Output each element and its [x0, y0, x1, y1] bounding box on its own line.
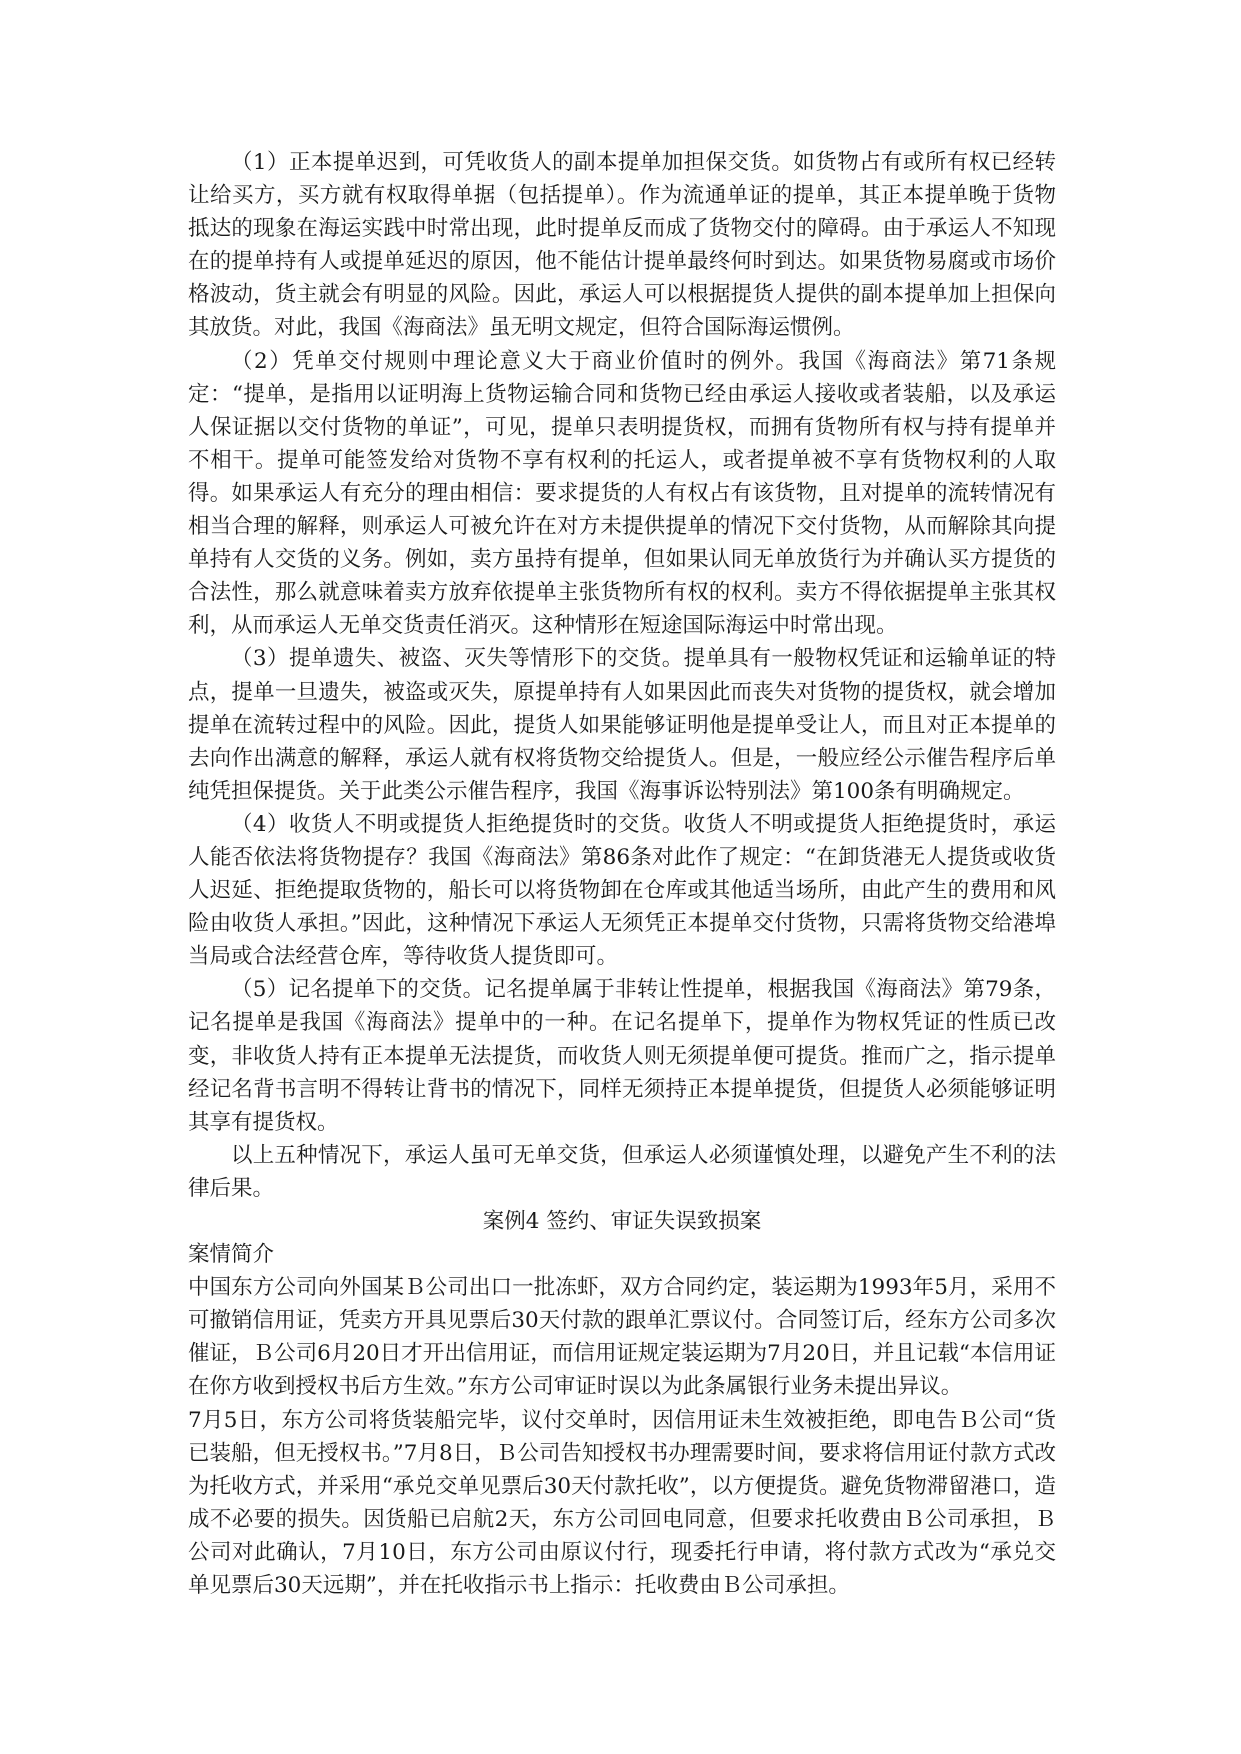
case-paragraph-1: 中国东方公司向外国某Ｂ公司出口一批冻虾，双方合同约定，装运期为1993年5月，采用不可撤销信用证，凭卖方开具见票后30天付款的跟单汇票议付。合同签订后，经东方公司多次催证，Ｂ公司6月20日才开出信用证，而信用证规定装运期为7月20日，并且记载“本信用证在你方收到授权书后方生效。”东方公司审证时误以为此条属银行业务未提出异议。 [188, 1275, 1056, 1400]
paragraph-case-1: （1）正本提单迟到，可凭收货人的副本提单加担保交货。如货物占有或所有权已经转让给买方，买方就有权取得单据（包括提单）。作为流通单证的提单，其正本提单晚于货物抵达的现象在海运实践中时常出现，此时提单反而成了货物交付的障碍。由于承运人不知现在的提单持有人或提单延迟的原因，他不能估计提单最终何时到达。如果货物易腐或市场价格波动，货主就会有明显的风险。因此，承运人可以根据提货人提供的副本提单加上担保向其放货。对此，我国《海商法》虽无明文规定，但符合国际海运惯例。 [188, 150, 1056, 341]
document-page [188, 146, 1056, 1602]
case-paragraph-2: 7月5日，东方公司将货装船完毕，议付交单时，因信用证未生效被拒绝，即电告Ｂ公司“货已装船，但无授权书。”7月8日，Ｂ公司告知授权书办理需要时间，要求将信用证付款方式改为托收方式，并采用“承兑交单见票后30天付款托收”，以方便提货。避免货物滞留港口，造成不必要的损失。因货船已启航2天，东方公司回电同意，但要求托收费由Ｂ公司承担，Ｂ公司对此确认，7月10日，东方公司由原议付行，现委托行申请，将付款方式改为“承兑交单见票后30天远期”，并在托收指示书上指示：托收费由Ｂ公司承担。 [188, 1407, 1056, 1599]
section-label: 案情简介 [188, 1242, 275, 1268]
paragraph-summary: 以上五种情况下，承运人虽可无单交货，但承运人必须谨慎处理，以避免产生不利的法律后果。 [188, 1142, 1056, 1201]
paragraph-case-4: （4）收货人不明或提货人拒绝提货时的交货。收货人不明或提货人拒绝提货时，承运人能否依法将货物提存？我国《海商法》第86条对此作了规定：“在卸货港无人提货或收货人迟延、拒绝提取货物的，船长可以将货物卸在仓库或其他适当场所，由此产生的费用和风险由收货人承担。”因此，这种情况下承运人无须凭正本提单交付货物，只需将货物交给港埠当局或合法经营仓库，等待收货人提货即可。 [188, 811, 1056, 970]
paragraph-case-2: （2）凭单交付规则中理论意义大于商业价值时的例外。我国《海商法》第71条规定：“提单，是指用以证明海上货物运输合同和货物已经由承运人接收或者装船，以及承运人保证据以交付货物的单证”，可见，提单只表明提货权，而拥有货物所有权与持有提单并不相干。提单可能签发给对货物不享有权利的托运人，或者提单被不享有货物权利的人取得。如果承运人有充分的理由相信：要求提货的人有权占有该货物，且对提单的流转情况有相当合理的解释，则承运人可被允许在对方未提供提单的情况下交付货物，从而解除其向提单持有人交货的义务。例如，卖方虽持有提单，但如果认同无单放货行为并确认买方提货的合法性，那么就意味着卖方放弃依提单主张货物所有权的权利。卖方不得依据提单主张其权利，从而承运人无单交货责任消灭。这种情形在短途国际海运中时常出现。 [188, 348, 1056, 639]
paragraph-case-5: （5）记名提单下的交货。记名提单属于非转让性提单，根据我国《海商法》第79条，记名提单是我国《海商法》提单中的一种。在记名提单下，提单作为物权凭证的性质已改变，非收货人持有正本提单无法提货，而收货人则无须提单便可提货。推而广之，指示提单经记名背书言明不得转让背书的情况下，同样无须持正本提单提货，但提货人必须能够证明其享有提货权。 [188, 977, 1056, 1135]
paragraph-case-3: （3）提单遗失、被盗、灭失等情形下的交货。提单具有一般物权凭证和运输单证的特点，提单一旦遗失，被盗或灭失，原提单持有人如果因此而丧失对货物的提货权，就会增加提单在流转过程中的风险。因此，提货人如果能够证明他是提单受让人，而且对正本提单的去向作出满意的解释，承运人就有权将货物交给提货人。但是，一般应经公示催告程序后单纯凭担保提货。关于此类公示催告程序，我国《海事诉讼特别法》第100条有明确规定。 [188, 646, 1056, 804]
case-title: 案例4 签约、审证失误致损案 [482, 1209, 762, 1234]
